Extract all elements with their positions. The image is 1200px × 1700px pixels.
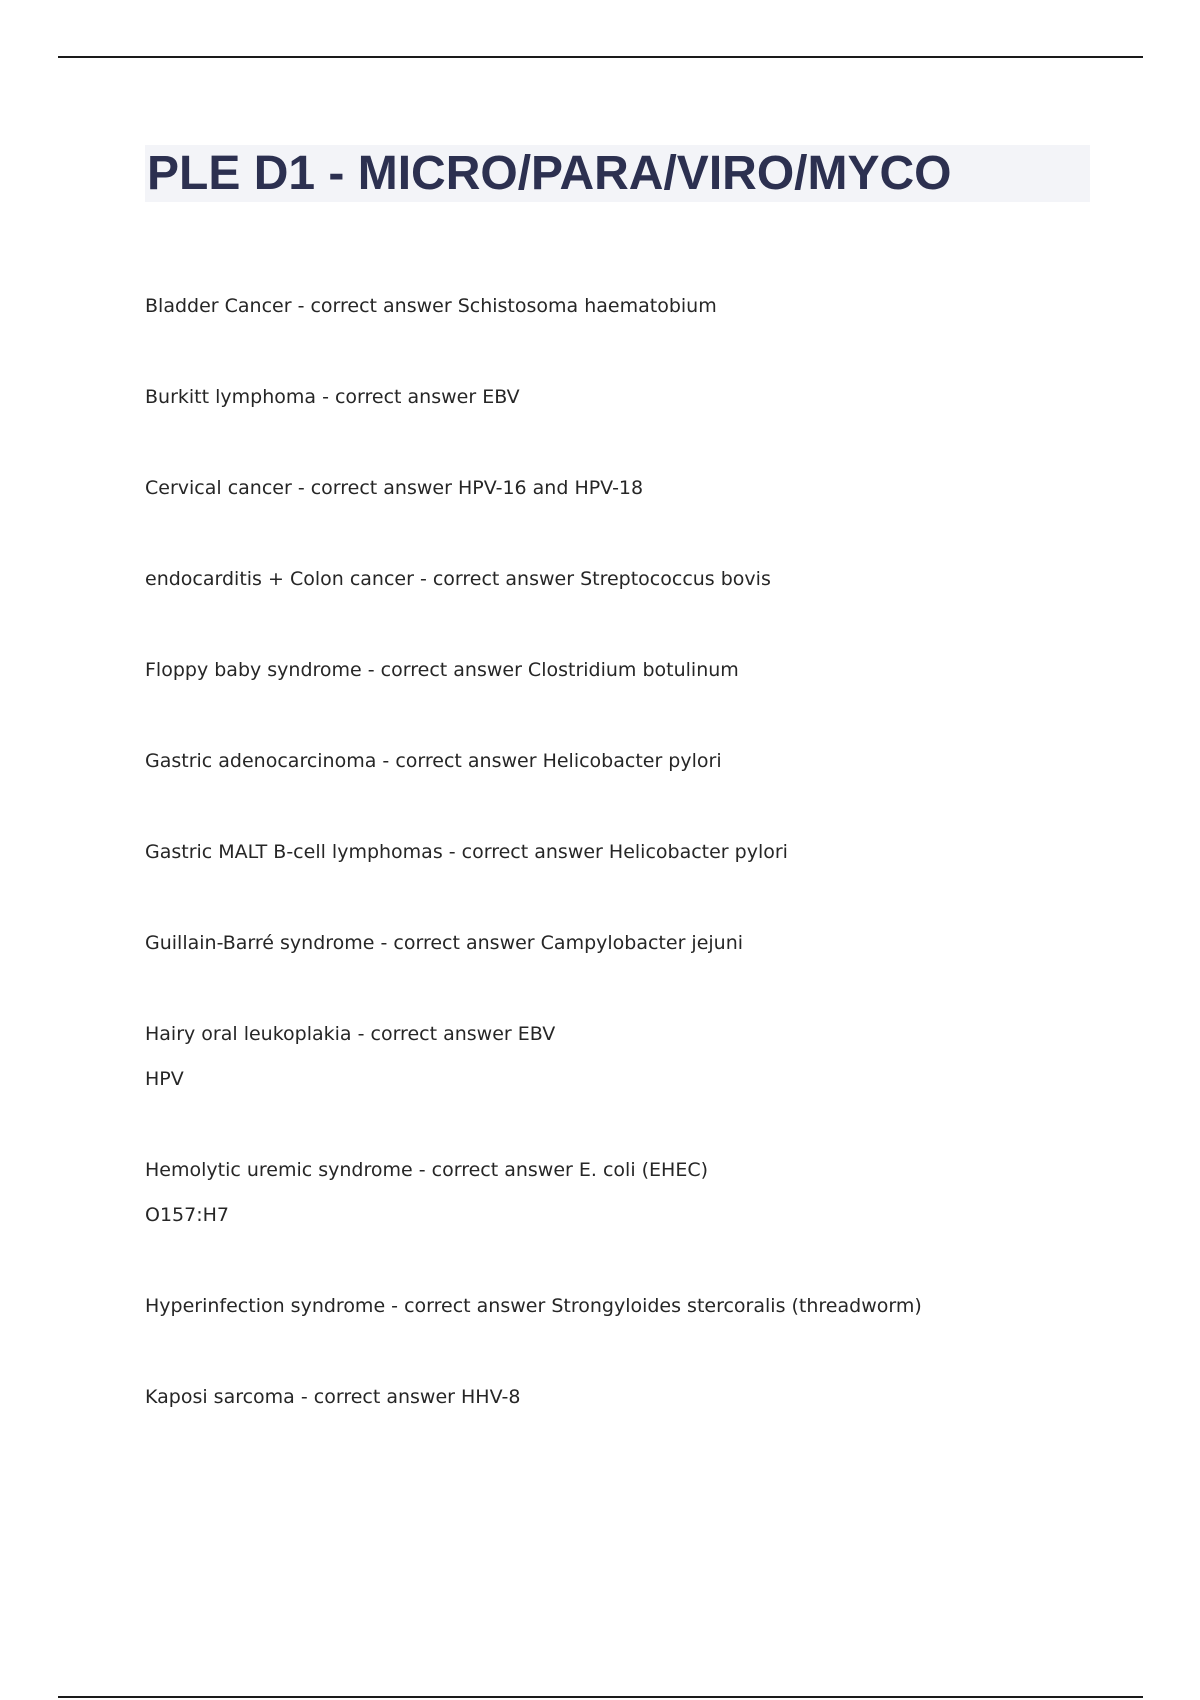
entry-answer: Clostridium botulinum (527, 659, 739, 681)
entry-answer: E. coli (EHEC) (578, 1159, 709, 1181)
entry-term: Gastric MALT B-cell lymphomas (145, 841, 443, 863)
entry-term: Guillain-Barré syndrome (145, 932, 375, 954)
entry-separator: - correct answer (413, 568, 581, 590)
list-item (145, 1290, 1095, 1322)
list-item (145, 381, 1095, 413)
entry-line (145, 745, 1095, 777)
entry-line (145, 1154, 1095, 1186)
entry-line (145, 381, 1095, 413)
entry-separator: - correct answer (412, 1159, 579, 1181)
entry-term: Burkitt lymphoma (145, 386, 317, 408)
entry-answer-continuation: O157:H7 (145, 1204, 229, 1226)
entry-separator: - correct answer (374, 932, 541, 954)
entry-answer-continuation: HPV (145, 1068, 184, 1090)
entry-answer: Strongyloides stercoralis (threadworm) (551, 1295, 922, 1317)
entry-line (145, 654, 1095, 686)
entry-separator: - correct answer (294, 1386, 462, 1408)
entry-line (145, 927, 1095, 959)
document-title: PLE D1 - MICRO/PARA/VIRO/MYCO (147, 147, 952, 200)
list-item (145, 472, 1095, 504)
entry-answer: HHV-8 (461, 1386, 521, 1408)
bottom-rule (58, 1696, 1143, 1698)
entry-line (145, 1381, 1095, 1413)
entry-separator: - correct answer (316, 386, 483, 408)
entry-term: Gastric adenocarcinoma (145, 750, 377, 772)
list-item (145, 563, 1095, 595)
entry-separator: - correct answer (291, 295, 458, 317)
entry-answer: EBV (482, 386, 520, 408)
entry-term: Hairy oral leukoplakia (145, 1023, 352, 1045)
list-item (145, 745, 1095, 777)
entry-separator: - correct answer (385, 1295, 552, 1317)
entry-term: endocarditis + Colon cancer (145, 568, 414, 590)
entry-line (145, 836, 1095, 868)
entry-separator: - correct answer (442, 841, 609, 863)
list-item (145, 654, 1095, 686)
list-item (145, 290, 1095, 322)
entry-answer: Streptococcus bovis (580, 568, 771, 590)
entry-term: Hyperinfection syndrome (145, 1295, 386, 1317)
entry-answer: Helicobacter pylori (542, 750, 722, 772)
entry-line (145, 563, 1095, 595)
entry-term: Bladder Cancer (145, 295, 292, 317)
entry-answer: Schistosoma haematobium (457, 295, 717, 317)
entry-term: Hemolytic uremic syndrome (145, 1159, 413, 1181)
list-item (145, 1154, 1095, 1231)
entry-separator: - correct answer (291, 477, 458, 499)
top-rule (58, 56, 1143, 58)
entry-line (145, 1290, 1095, 1322)
entry-answer: HPV-16 and HPV-18 (457, 477, 644, 499)
entry-line (145, 1018, 1095, 1050)
entry-term: Cervical cancer (145, 477, 292, 499)
entry-answer: Helicobacter pylori (608, 841, 788, 863)
entry-answer: Campylobacter jejuni (540, 932, 744, 954)
list-item (145, 836, 1095, 868)
entry-list (145, 290, 1095, 1413)
entry-line (145, 290, 1095, 322)
entry-line (145, 472, 1095, 504)
entry-answer: EBV (517, 1023, 556, 1045)
entry-term: Floppy baby syndrome (145, 659, 362, 681)
title-band (145, 145, 1090, 202)
list-item (145, 927, 1095, 959)
entry-separator: - correct answer (351, 1023, 518, 1045)
entry-term: Kaposi sarcoma (145, 1386, 295, 1408)
list-item (145, 1381, 1095, 1413)
list-item (145, 1018, 1095, 1095)
entry-separator: - correct answer (361, 659, 528, 681)
entry-separator: - correct answer (376, 750, 543, 772)
